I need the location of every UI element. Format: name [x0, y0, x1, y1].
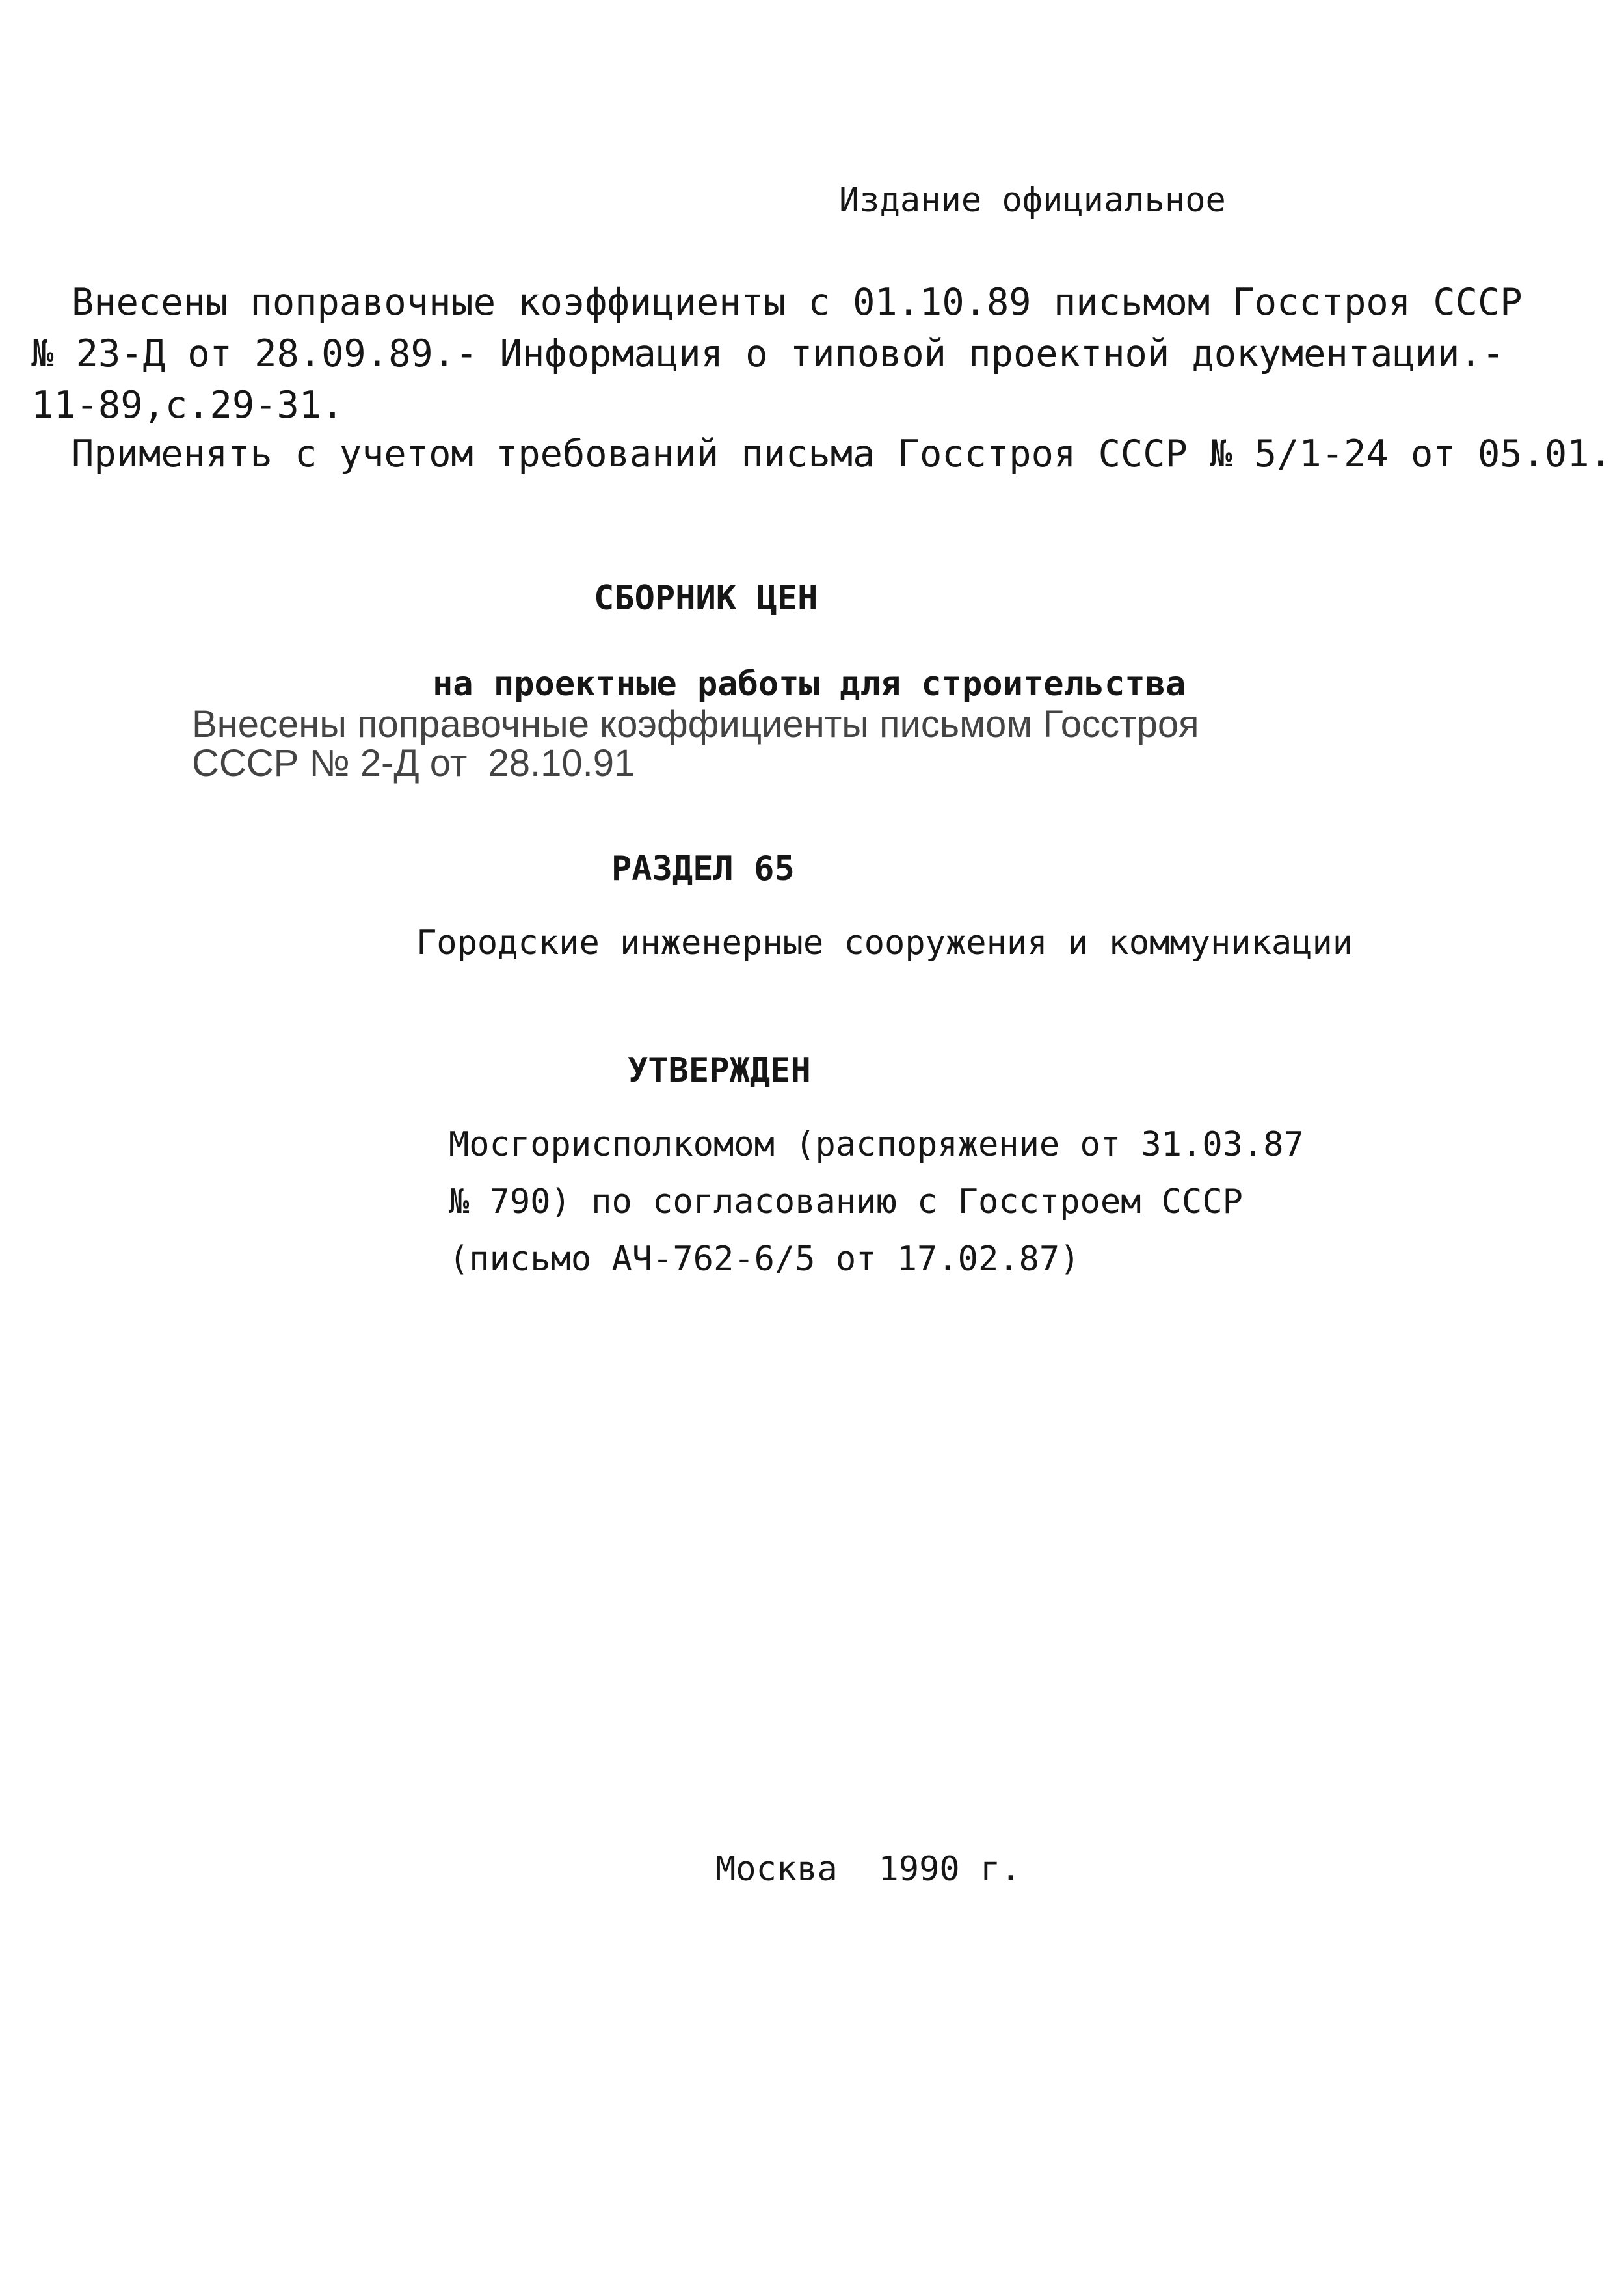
approved-heading: УТВЕРЖДЕН: [628, 1051, 811, 1090]
collection-subtitle: на проектные работы для строительства: [433, 665, 1186, 704]
overlay-corrections-line-1: Внесены поправочные коэффициенты письмом Госстроя: [192, 703, 1199, 745]
section-title: Городские инженерные сооружения и коммуникации: [416, 924, 1353, 963]
place-and-year: Москва 1990 г.: [715, 1850, 1021, 1889]
approval-details-line-2: № 790) по согласованию с Госстроем СССР: [449, 1182, 1243, 1221]
overlay-corrections-line-2: СССР № 2-Д от 28.10.91: [192, 742, 635, 784]
approval-details-line-1: Мосгорисполкомом (распоряжение от 31.03.87: [449, 1125, 1304, 1164]
apply-requirements-line: Применять с учетом требований письма Госстроя СССР № 5/1-24 от 05.01.: [72, 432, 1612, 475]
corrections-note-line-2: № 23-Д от 28.09.89.- Информация о типовой проектной документации.-: [31, 332, 1504, 375]
section-number: РАЗДЕЛ 65: [611, 849, 795, 888]
corrections-note-line-1: Внесены поправочные коэффициенты с 01.10.89 письмом Госстроя СССР: [72, 281, 1523, 324]
edition-label: Издание официальное: [839, 181, 1226, 220]
collection-title: СБОРНИК ЦЕН: [594, 579, 818, 618]
corrections-note-line-3: 11-89,с.29-31.: [31, 384, 344, 427]
approval-details-line-3: (письмо АЧ-762-6/5 от 17.02.87): [449, 1240, 1080, 1279]
